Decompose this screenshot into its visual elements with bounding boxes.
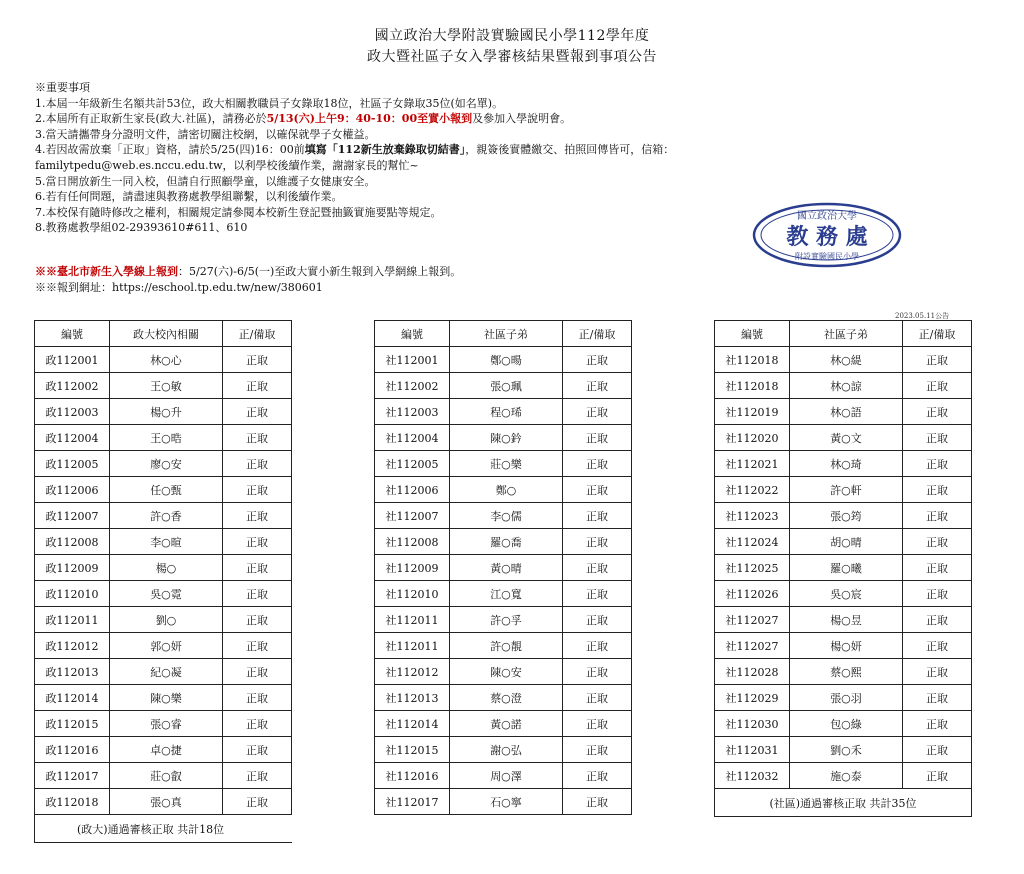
community-total: (社區)通過審核正取 共計35位 — [715, 789, 972, 817]
row-status: 正取 — [563, 347, 632, 373]
row-id: 社112026 — [715, 581, 790, 607]
row-name: 包○綠 — [790, 711, 903, 737]
row-status: 正取 — [903, 659, 972, 685]
row-name: 王○敏 — [110, 373, 223, 399]
table-row — [35, 581, 292, 607]
row-status: 正取 — [903, 477, 972, 503]
row-name: 羅○曦 — [790, 555, 903, 581]
row-id: 社112010 — [375, 581, 450, 607]
row-name: 林○緹 — [790, 347, 903, 373]
table-row — [35, 633, 292, 659]
row-status: 正取 — [223, 789, 292, 815]
table-row — [375, 737, 632, 763]
row-id: 社112023 — [715, 503, 790, 529]
table-row — [375, 581, 632, 607]
announce-date: 2023.05.11公告 — [895, 312, 950, 320]
row-id: 社112020 — [715, 425, 790, 451]
row-id: 社112005 — [375, 451, 450, 477]
table-row — [715, 711, 972, 737]
row-name: 李○儒 — [450, 503, 563, 529]
table-row — [35, 659, 292, 685]
row-status: 正取 — [223, 555, 292, 581]
row-status: 正取 — [223, 503, 292, 529]
row-id: 社112027 — [715, 607, 790, 633]
row-name: 莊○叡 — [110, 763, 223, 789]
registration-url[interactable]: ※※報到網址：https://eschool.tp.edu.tw/new/380601 — [35, 281, 323, 294]
row-status: 正取 — [563, 425, 632, 451]
table-footer-row — [35, 815, 292, 843]
row-name: 張○筠 — [790, 503, 903, 529]
row-status: 正取 — [223, 763, 292, 789]
row-id: 社112021 — [715, 451, 790, 477]
row-status: 正取 — [563, 763, 632, 789]
row-name: 張○睿 — [110, 711, 223, 737]
row-id: 社112019 — [715, 399, 790, 425]
row-status: 正取 — [563, 373, 632, 399]
note-1: 1.本屆一年級新生名額共計53位，政大相關教職員子女錄取18位，社區子女錄取35位(如名單)。 — [35, 96, 504, 110]
table-row — [375, 503, 632, 529]
row-status: 正取 — [563, 529, 632, 555]
row-status: 正取 — [223, 373, 292, 399]
row-name: 許○靚 — [450, 633, 563, 659]
row-name: 李○暄 — [110, 529, 223, 555]
row-status: 正取 — [903, 737, 972, 763]
row-id: 政112015 — [35, 711, 110, 737]
row-id: 社112017 — [375, 789, 450, 815]
row-name: 任○甄 — [110, 477, 223, 503]
table-row — [35, 789, 292, 815]
table-row — [375, 477, 632, 503]
table-row — [35, 607, 292, 633]
row-id: 社112001 — [375, 347, 450, 373]
table-row — [375, 347, 632, 373]
row-id: 政112002 — [35, 373, 110, 399]
row-status: 正取 — [563, 607, 632, 633]
table-row — [715, 607, 972, 633]
row-name: 周○澤 — [450, 763, 563, 789]
row-name: 鄭○ — [450, 477, 563, 503]
row-name: 謝○弘 — [450, 737, 563, 763]
table-row — [375, 633, 632, 659]
row-name: 胡○晴 — [790, 529, 903, 555]
row-status: 正取 — [223, 451, 292, 477]
row-id: 政112011 — [35, 607, 110, 633]
row-id: 政112014 — [35, 685, 110, 711]
row-status: 正取 — [903, 581, 972, 607]
table-row — [715, 477, 972, 503]
row-status: 正取 — [563, 737, 632, 763]
row-name: 劉○ — [110, 607, 223, 633]
row-name: 林○琦 — [790, 451, 903, 477]
row-id: 社112022 — [715, 477, 790, 503]
column-header: 正/備取 — [903, 321, 972, 347]
row-status: 正取 — [223, 685, 292, 711]
column-header: 編號 — [715, 321, 790, 347]
column-header: 社區子弟 — [450, 321, 563, 347]
row-name: 張○真 — [110, 789, 223, 815]
row-name: 張○羽 — [790, 685, 903, 711]
row-id: 社112008 — [375, 529, 450, 555]
row-status: 正取 — [223, 607, 292, 633]
online-registration — [35, 264, 461, 280]
note-3: 3.當天請攜帶身分證明文件，請密切關注校網，以確保就學子女權益。 — [35, 127, 376, 141]
notes-heading: ※重要事項 — [35, 81, 90, 94]
table-row — [35, 399, 292, 425]
row-name: 程○琋 — [450, 399, 563, 425]
table-row — [375, 659, 632, 685]
community-admission-table-2 — [714, 320, 972, 817]
row-status: 正取 — [563, 477, 632, 503]
nccu-total: (政大)通過審核正取 共計18位 — [35, 815, 292, 843]
stamp-line-1: 國立政治大學 — [797, 211, 857, 222]
row-id: 社112031 — [715, 737, 790, 763]
table-row — [715, 737, 972, 763]
row-status: 正取 — [223, 425, 292, 451]
column-header: 社區子弟 — [790, 321, 903, 347]
online-registration-label: ※※臺北市新生入學線上報到 — [35, 265, 178, 278]
row-id: 政112018 — [35, 789, 110, 815]
table-row — [715, 633, 972, 659]
row-status: 正取 — [563, 581, 632, 607]
nccu-staff-admission-table — [34, 320, 292, 843]
row-name: 廖○安 — [110, 451, 223, 477]
stamp-line-2: 教 務 處 — [786, 224, 868, 250]
row-status: 正取 — [563, 711, 632, 737]
table-row — [715, 425, 972, 451]
table-row — [715, 399, 972, 425]
table-row — [375, 711, 632, 737]
table-row — [375, 555, 632, 581]
table-row — [375, 373, 632, 399]
row-id: 社112003 — [375, 399, 450, 425]
row-status: 正取 — [903, 425, 972, 451]
row-name: 黃○晴 — [450, 555, 563, 581]
row-status: 正取 — [223, 529, 292, 555]
table-row — [715, 685, 972, 711]
row-id: 社112015 — [375, 737, 450, 763]
table-body — [35, 347, 292, 815]
row-name: 黃○文 — [790, 425, 903, 451]
table-row — [35, 529, 292, 555]
table-row — [715, 763, 972, 789]
row-status: 正取 — [903, 763, 972, 789]
row-status: 正取 — [563, 451, 632, 477]
table-row — [35, 711, 292, 737]
row-name: 郭○妍 — [110, 633, 223, 659]
note-4-bold: 填寫「112新生放棄錄取切結書」 — [304, 143, 466, 157]
row-id: 政112013 — [35, 659, 110, 685]
note-4 — [35, 142, 674, 158]
row-status: 正取 — [223, 737, 292, 763]
table-row — [35, 347, 292, 373]
row-id: 社112013 — [375, 685, 450, 711]
note-2-post: 及參加入學說明會。 — [472, 112, 572, 126]
row-name: 楊○妍 — [790, 633, 903, 659]
row-name: 莊○樂 — [450, 451, 563, 477]
row-name: 許○軒 — [790, 477, 903, 503]
row-name: 陳○鈐 — [450, 425, 563, 451]
table-row — [35, 737, 292, 763]
table-row — [715, 529, 972, 555]
table-row — [715, 451, 972, 477]
table-row — [715, 581, 972, 607]
note-2-pre: 2.本屆所有正取新生家長(政大.社區)，請務必於 — [35, 112, 267, 126]
row-name: 施○泰 — [790, 763, 903, 789]
row-name: 陳○樂 — [110, 685, 223, 711]
table-row — [715, 347, 972, 373]
note-8: 8.教務處教學組02-29393610#611、610 — [35, 221, 248, 235]
table-body — [715, 347, 972, 789]
row-name: 陳○安 — [450, 659, 563, 685]
row-id: 社112011 — [375, 607, 450, 633]
row-id: 社112024 — [715, 529, 790, 555]
row-id: 政112009 — [35, 555, 110, 581]
row-name: 石○寧 — [450, 789, 563, 815]
note-4-post: ，親簽後實體繳交、拍照回傳皆可，信箱： — [465, 143, 675, 157]
registration-notes — [35, 264, 461, 296]
row-id: 政112017 — [35, 763, 110, 789]
row-id: 政112016 — [35, 737, 110, 763]
row-id: 社112016 — [375, 763, 450, 789]
page-subtitle: 政大暨社區子女入學審核結果暨報到事項公告 — [367, 49, 657, 65]
row-id: 社112007 — [375, 503, 450, 529]
row-id: 社112012 — [375, 659, 450, 685]
table-row — [375, 529, 632, 555]
row-name: 王○晧 — [110, 425, 223, 451]
row-status: 正取 — [223, 659, 292, 685]
row-status: 正取 — [903, 711, 972, 737]
row-name: 黃○諾 — [450, 711, 563, 737]
note-4-cont: familytpedu@web.es.nccu.edu.tw，以利學校後續作業，謝謝家長的幫忙~ — [35, 158, 419, 172]
row-id: 政112004 — [35, 425, 110, 451]
row-name: 蔡○澄 — [450, 685, 563, 711]
row-name: 林○心 — [110, 347, 223, 373]
note-2-highlight: 5/13(六)上午9：40-10：00至實小報到 — [266, 112, 473, 126]
row-status: 正取 — [223, 633, 292, 659]
table-row — [35, 477, 292, 503]
table-footer-row — [715, 789, 972, 817]
note-5: 5.當日開放新生一同入校，但請自行照顧學童，以維護子女健康安全。 — [35, 174, 376, 188]
row-id: 社112002 — [375, 373, 450, 399]
row-status: 正取 — [563, 503, 632, 529]
row-id: 政112008 — [35, 529, 110, 555]
row-id: 社112006 — [375, 477, 450, 503]
table-row — [715, 659, 972, 685]
row-id: 政112005 — [35, 451, 110, 477]
row-name: 楊○昱 — [790, 607, 903, 633]
row-status: 正取 — [903, 555, 972, 581]
column-header: 編號 — [35, 321, 110, 347]
row-name: 江○寬 — [450, 581, 563, 607]
row-status: 正取 — [903, 373, 972, 399]
row-status: 正取 — [903, 685, 972, 711]
row-id: 政112003 — [35, 399, 110, 425]
row-id: 社112025 — [715, 555, 790, 581]
table-row — [715, 555, 972, 581]
table-row — [35, 451, 292, 477]
row-id: 社112011 — [375, 633, 450, 659]
table-row — [375, 763, 632, 789]
column-header: 編號 — [375, 321, 450, 347]
row-id: 政112006 — [35, 477, 110, 503]
row-name: 蔡○熙 — [790, 659, 903, 685]
row-name: 吳○宸 — [790, 581, 903, 607]
note-4-pre: 4.若因故需放棄「正取」資格，請於5/25(四)16：00前 — [35, 143, 305, 157]
row-status: 正取 — [903, 503, 972, 529]
row-status: 正取 — [563, 659, 632, 685]
table-row — [35, 763, 292, 789]
table-header-row — [375, 321, 632, 347]
row-id: 社112027 — [715, 633, 790, 659]
table-row — [715, 373, 972, 399]
table-row — [375, 425, 632, 451]
row-id: 社112009 — [375, 555, 450, 581]
office-stamp — [752, 202, 902, 268]
row-id: 政112001 — [35, 347, 110, 373]
table-header-row — [715, 321, 972, 347]
row-status: 正取 — [563, 555, 632, 581]
row-id: 政112010 — [35, 581, 110, 607]
row-name: 許○香 — [110, 503, 223, 529]
row-status: 正取 — [563, 633, 632, 659]
row-name: 羅○喬 — [450, 529, 563, 555]
table-row — [375, 789, 632, 815]
column-header: 政大校內相關 — [110, 321, 223, 347]
row-name: 紀○凝 — [110, 659, 223, 685]
table-row — [35, 503, 292, 529]
table-body — [375, 347, 632, 815]
table-row — [35, 555, 292, 581]
stamp-line-3: 附設實驗國民小學 — [795, 252, 859, 261]
row-name: 劉○禾 — [790, 737, 903, 763]
row-id: 社112004 — [375, 425, 450, 451]
row-status: 正取 — [563, 789, 632, 815]
important-notes — [35, 80, 674, 236]
row-status: 正取 — [223, 347, 292, 373]
row-status: 正取 — [903, 529, 972, 555]
column-header: 正/備取 — [563, 321, 632, 347]
column-header: 正/備取 — [223, 321, 292, 347]
table-row — [35, 373, 292, 399]
row-name: 林○語 — [790, 399, 903, 425]
row-name: 鄭○暘 — [450, 347, 563, 373]
table-row — [35, 425, 292, 451]
table-row — [375, 451, 632, 477]
community-admission-table-1 — [374, 320, 632, 815]
table-row — [375, 399, 632, 425]
row-status: 正取 — [223, 581, 292, 607]
table-row — [35, 685, 292, 711]
row-status: 正取 — [903, 451, 972, 477]
note-7: 7.本校保有隨時修改之權利，相關規定請參閱本校新生登記暨抽籤實施要點等規定。 — [35, 205, 442, 219]
row-id: 社112030 — [715, 711, 790, 737]
row-status: 正取 — [563, 685, 632, 711]
row-name: 張○珮 — [450, 373, 563, 399]
row-name: 吳○霓 — [110, 581, 223, 607]
row-status: 正取 — [903, 607, 972, 633]
row-status: 正取 — [903, 347, 972, 373]
page-title: 國立政治大學附設實驗國民小學112學年度 — [374, 28, 650, 44]
row-id: 社112028 — [715, 659, 790, 685]
table-row — [715, 503, 972, 529]
row-id: 社112029 — [715, 685, 790, 711]
row-name: 林○諒 — [790, 373, 903, 399]
row-id: 社112018 — [715, 373, 790, 399]
row-name: 卓○捷 — [110, 737, 223, 763]
row-id: 政112012 — [35, 633, 110, 659]
row-name: 楊○升 — [110, 399, 223, 425]
table-header-row — [35, 321, 292, 347]
row-id: 社112018 — [715, 347, 790, 373]
note-2 — [35, 111, 674, 127]
row-id: 社112014 — [375, 711, 450, 737]
online-registration-text: ：5/27(六)-6/5(一)至政大實小新生報到入學網線上報到。 — [178, 265, 462, 278]
row-status: 正取 — [903, 399, 972, 425]
row-id: 政112007 — [35, 503, 110, 529]
row-id: 社112032 — [715, 763, 790, 789]
row-status: 正取 — [223, 477, 292, 503]
row-name: 許○孚 — [450, 607, 563, 633]
table-row — [375, 607, 632, 633]
row-status: 正取 — [223, 711, 292, 737]
note-6: 6.若有任何問題，請盡速與教務處教學組聯繫，以利後續作業。 — [35, 190, 343, 204]
table-row — [375, 685, 632, 711]
row-status: 正取 — [903, 633, 972, 659]
row-status: 正取 — [563, 399, 632, 425]
row-name: 楊○ — [110, 555, 223, 581]
row-status: 正取 — [223, 399, 292, 425]
